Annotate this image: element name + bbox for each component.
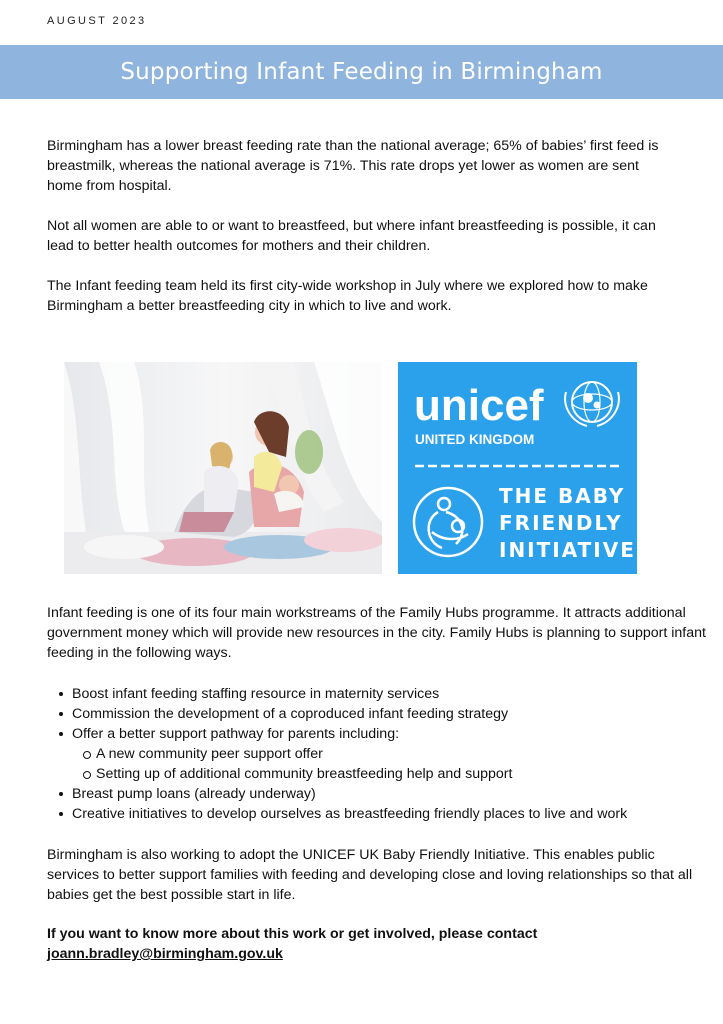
- unicef-baby-friendly-logo: [398, 362, 637, 574]
- contact-text: If you want to know more about this work or get involved, please contact: [47, 926, 538, 942]
- sub-list-item: Setting up of additional community breastfeeding help and support: [47, 764, 707, 784]
- unicef-country: UNITED KINGDOM: [415, 432, 535, 447]
- photo-illustration: [64, 362, 382, 574]
- unicef-logo-graphic: [398, 362, 637, 574]
- issue-date: AUGUST 2023: [47, 15, 147, 27]
- logo-line-1: THE BABY: [499, 484, 626, 508]
- list-item: Boost infant feeding staffing resource in maternity services: [47, 684, 707, 704]
- support-list: [47, 684, 707, 824]
- health-paragraph: Not all women are able to or want to breastfeed, but where infant breastfeeding is possible, it can lead to better health outcomes for mothers and their children.: [47, 218, 656, 254]
- list-item: Offer a better support pathway for parents including:: [47, 724, 707, 744]
- workshop-paragraph: The Infant feeding team held its first city-wide workshop in July where we explored how to make Birmingham a better breastfeeding city in which to live and work.: [47, 278, 648, 314]
- family-hubs-paragraph: Infant feeding is one of its four main workstreams of the Family Hubs programme. It attracts additional government money which will provide new resources in the city. Family Hubs is planning to support infant feeding in the following ways.: [47, 605, 706, 661]
- baby-friendly-paragraph: Birmingham is also working to adopt the UNICEF UK Baby Friendly Initiative. This enables public services to better support families with feeding and developing close and loving relationships so that all babies get the best possible start in life.: [47, 847, 693, 903]
- page-title: Supporting Infant Feeding in Birmingham: [120, 59, 603, 85]
- sub-list-item: A new community peer support offer: [47, 744, 707, 764]
- list-item: Commission the development of a coproduced infant feeding strategy: [47, 704, 707, 724]
- contact-email-link[interactable]: joann.bradley@birmingham.gov.uk: [47, 946, 283, 962]
- title-banner: [0, 45, 723, 99]
- list-item: Creative initiatives to develop ourselves as breastfeeding friendly places to live and work: [47, 804, 707, 824]
- unicef-emblem-icon: [565, 382, 619, 426]
- mother-children-photo: [64, 362, 382, 574]
- contact-section: [47, 924, 707, 964]
- list-item: Breast pump loans (already underway): [47, 784, 707, 804]
- intro-paragraph: Birmingham has a lower breast feeding rate than the national average; 65% of babies’ first feed is breastmilk, whereas the national average is 71%. This rate drops yet lower as women are sent home from hospital.: [47, 138, 659, 194]
- logo-line-2: FRIENDLY: [499, 511, 623, 535]
- unicef-wordmark: unicef: [414, 381, 544, 430]
- mother-baby-icon: [414, 488, 482, 556]
- logo-line-3: INITIATIVE: [499, 538, 636, 562]
